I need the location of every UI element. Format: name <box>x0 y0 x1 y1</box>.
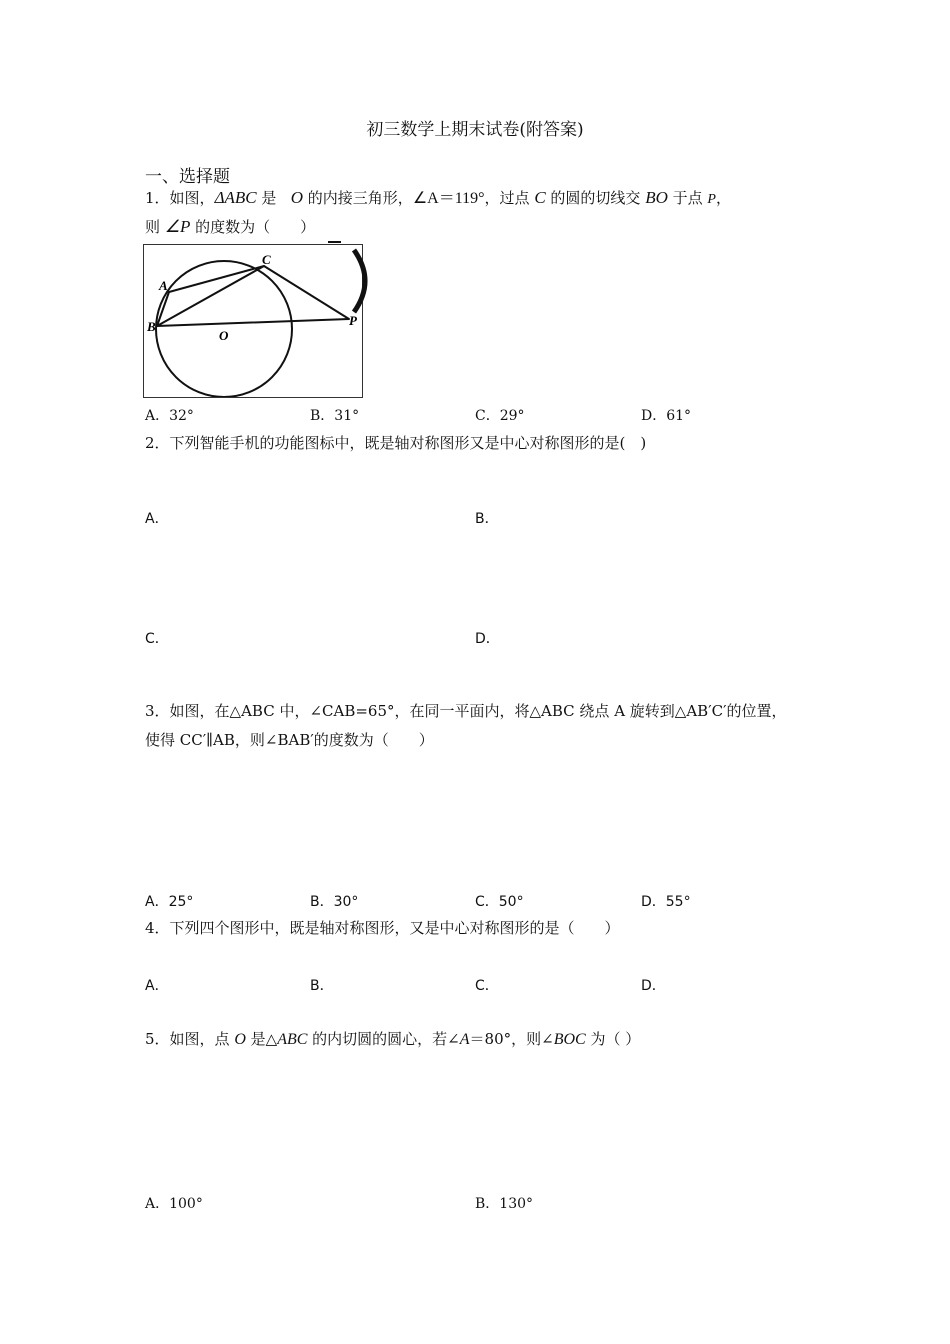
q1-text: 的内接三角形， <box>303 189 413 207</box>
q2-option-b[interactable]: B． <box>475 511 499 527</box>
circle-o: O <box>290 188 304 207</box>
q1-text: 如图， <box>169 189 215 207</box>
q1-text: 是 <box>256 189 282 207</box>
question-4: 4．下列四个图形中，既是轴对称图形，又是中心对称图形的是（ ） <box>145 919 620 937</box>
q1-option-a[interactable]: A．32° <box>145 408 194 424</box>
q1-text: 的圆的切线交 <box>545 189 646 207</box>
q1-option-d[interactable]: D．61° <box>641 408 692 424</box>
q4-option-d[interactable]: D． <box>641 978 666 994</box>
circle-tangent-diagram <box>144 245 362 397</box>
question-3-line-2: 使得 CC′∥AB，则∠BAB′的度数为（ ） <box>145 731 434 749</box>
q4-option-a[interactable]: A． <box>145 978 169 994</box>
q1-option-c[interactable]: C．29° <box>475 408 525 424</box>
angle-a: ∠A＝119° <box>412 190 485 207</box>
page-title: 初三数学上期末试卷(附答案) <box>366 120 584 140</box>
label-c: C <box>262 252 271 267</box>
section-heading: 一、选择题 <box>145 167 230 187</box>
q5-text: 为（ ） <box>585 1030 641 1048</box>
label-b: B <box>147 319 156 334</box>
q5-text: 是△ <box>245 1030 278 1048</box>
bracket-arc-path <box>354 250 365 312</box>
triangle-lines <box>157 266 349 326</box>
q2-option-c[interactable]: C． <box>145 631 169 647</box>
q1-option-b[interactable]: B．31° <box>310 408 360 424</box>
angle-p: ∠P <box>164 217 191 236</box>
figure-mark <box>328 241 341 243</box>
q3-option-a[interactable]: A．25° <box>145 894 194 910</box>
q1-text: ，过点 <box>484 189 535 207</box>
q5-option-b[interactable]: B．130° <box>475 1196 534 1212</box>
q3-option-b[interactable]: B．30° <box>310 894 359 910</box>
label-a: A <box>159 278 168 293</box>
question-2: 2．下列智能手机的功能图标中，既是轴对称图形又是中心对称图形的是( ) <box>145 434 647 452</box>
triangle-abc: ΔABC <box>214 188 257 207</box>
point-p: P <box>707 192 716 207</box>
bracket-arc <box>352 246 376 316</box>
point-o: O <box>234 1031 246 1048</box>
q4-option-b[interactable]: B． <box>310 978 334 994</box>
q5-text: 5．如图，点 <box>145 1030 235 1048</box>
angle-boc: BOC <box>553 1031 586 1048</box>
q3-option-c[interactable]: C．50° <box>475 894 524 910</box>
q5-option-a[interactable]: A．100° <box>145 1196 203 1212</box>
q1-text: 的度数为（ ） <box>190 218 316 236</box>
q5-text: 的内切圆的圆心，若∠ <box>307 1030 460 1048</box>
q5-text: ＝80°，则∠ <box>469 1030 554 1048</box>
question-1-line-1 <box>145 184 731 214</box>
q4-option-c[interactable]: C． <box>475 978 499 994</box>
q2-option-d[interactable]: D． <box>475 631 500 647</box>
q1-text: 则 <box>145 218 165 236</box>
question-5 <box>145 1025 640 1054</box>
angle-a: A <box>459 1031 470 1048</box>
q1-text: ， <box>715 189 731 207</box>
question-1-figure <box>143 244 363 398</box>
point-c: C <box>534 188 546 207</box>
q3-option-d[interactable]: D．55° <box>641 894 691 910</box>
question-number: 1． <box>145 189 170 207</box>
label-o: O <box>219 328 229 343</box>
q2-option-a[interactable]: A． <box>145 511 169 527</box>
question-1-line-2 <box>145 213 315 241</box>
triangle-abc: ABC <box>277 1031 308 1048</box>
question-3-line-1: 3．如图，在△ABC 中，∠CAB=65°，在同一平面内，将△ABC 绕点 A 旋转到△AB′C′的位置， <box>145 702 787 720</box>
segment-bo: BO <box>645 188 668 207</box>
label-p: P <box>349 313 357 328</box>
q1-text: 于点 <box>667 189 708 207</box>
